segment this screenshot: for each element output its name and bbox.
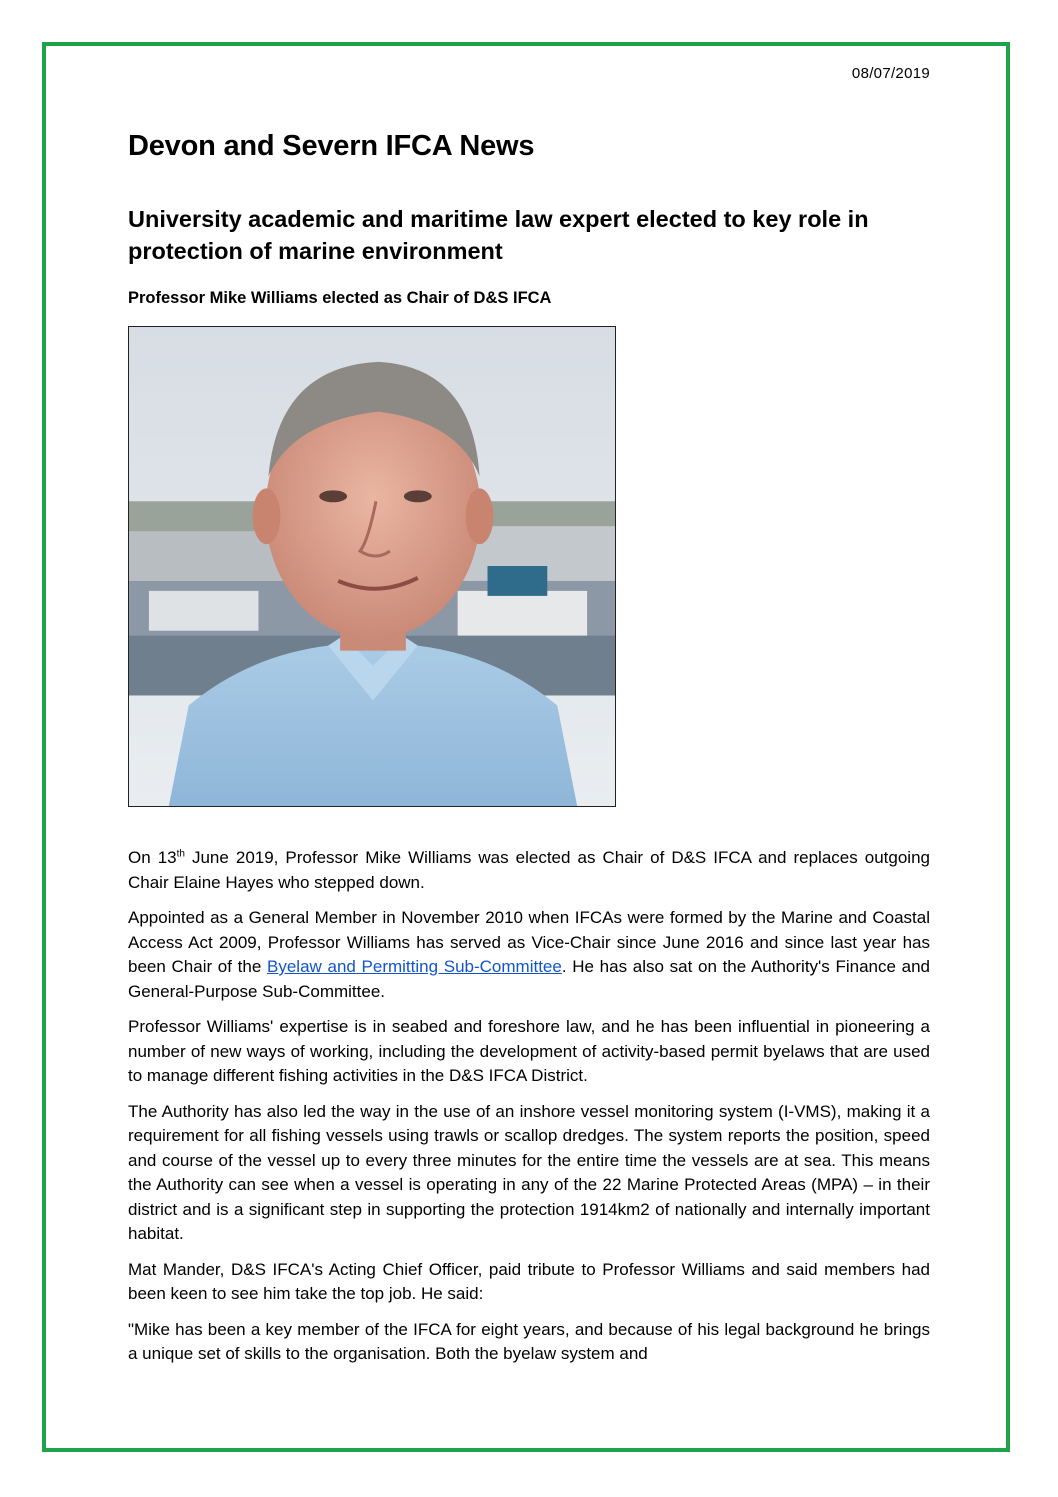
paragraph-3: Professor Williams' expertise is in seabed and foreshore law, and he has been influential in pioneering a number of new ways of working, including the development of activity-based permit byelaws that are used to manage different fishing activities in the D&S IFCA District.	[128, 1017, 930, 1085]
ordinal-superscript: th	[176, 848, 185, 860]
article-subheading: Professor Mike Williams elected as Chair of D&S IFCA	[128, 289, 552, 307]
article-body	[128, 846, 930, 1378]
paragraph-1-text-a: On 13	[128, 848, 177, 867]
portrait-photo-illustration	[129, 327, 615, 806]
paragraph-5: Mat Mander, D&S IFCA's Acting Chief Officer, paid tribute to Professor Williams and said members had been keen to see him take the top job. He said:	[128, 1259, 930, 1303]
byelaw-subcommittee-link[interactable]: Byelaw and Permitting Sub-Committee	[267, 957, 562, 976]
paragraph-1-text-b: June 2019, Professor Mike Williams was elected as Chair of D&S IFCA and replaces outgoing Chair Elaine Hayes who stepped down.	[128, 848, 930, 892]
paragraph-2	[128, 906, 930, 1004]
paragraph-2-text-a: Appointed as a General Member in November 2010 when IFCAs were formed by the Marine and Coastal Access Act 2009, Professor Williams has served as Vice-Chair since June 2016 and since last year has been Chair of the	[128, 908, 930, 976]
document-date: 08/07/2019	[851, 65, 930, 82]
article-headline: University academic and maritime law expert elected to key role in protection of marine environment	[128, 206, 869, 264]
paragraph-4: The Authority has also led the way in the use of an inshore vessel monitoring system (I-VMS), making it a requirement for all fishing vessels using trawls or scallop dredges. The system reports the position, speed and course of the vessel up to every three minutes for the entire time the vessels are at sea. This means the Authority can see when a vessel is operating in any of the 22 Marine Protected Areas (MPA) – in their district and is a significant step in supporting the protection 1914km2 of nationally and internally important habitat.	[128, 1101, 930, 1243]
paragraph-6: "Mike has been a key member of the IFCA for eight years, and because of his legal background he brings a unique set of skills to the organisation. Both the byelaw system and	[128, 1319, 930, 1363]
portrait-photo	[128, 326, 616, 807]
paragraph-1	[128, 846, 930, 895]
paragraph-2-text-b: . He has also sat on the Authority's Finance and General-Purpose Sub-Committee.	[128, 957, 930, 1001]
newsletter-title: Devon and Severn IFCA News	[128, 130, 535, 162]
